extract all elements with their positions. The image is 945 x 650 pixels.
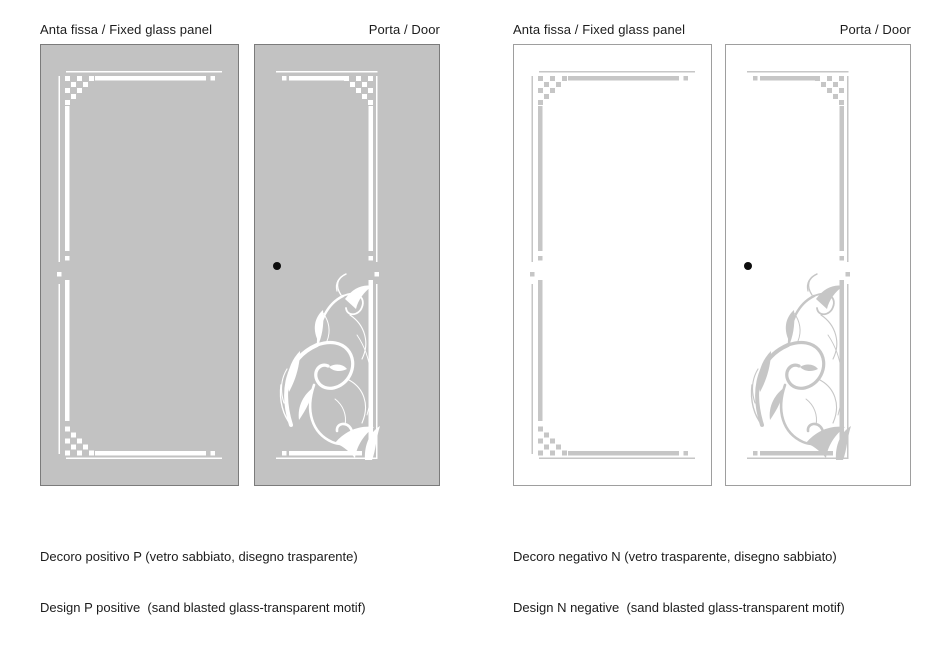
caption-line-english: Design N negative (sand blasted glass-transparent motif) — [513, 600, 845, 615]
caption-line-english: Design P positive (sand blasted glass-transparent motif) — [40, 600, 366, 615]
caption-line-italian: Decoro positivo P (vetro sabbiato, disegno trasparente) — [40, 549, 358, 564]
fixed-glass-panel-negative — [513, 44, 712, 486]
door-glass-panel-negative — [725, 44, 911, 486]
fixed-glass-panel-positive — [40, 44, 239, 486]
door-panel-label: Porta / Door — [368, 22, 440, 37]
fixed-panel-label: Anta fissa / Fixed glass panel — [513, 22, 686, 37]
caption-positive — [40, 514, 366, 650]
fixed-panel-label: Anta fissa / Fixed glass panel — [40, 22, 213, 37]
door-glass-panel-positive — [254, 44, 440, 486]
door-panel-label: Porta / Door — [839, 22, 911, 37]
design-positive-group — [40, 0, 440, 615]
caption-line-italian: Decoro negativo N (vetro trasparente, disegno sabbiato) — [513, 549, 837, 564]
design-negative-group — [513, 0, 911, 615]
caption-negative — [513, 514, 845, 650]
